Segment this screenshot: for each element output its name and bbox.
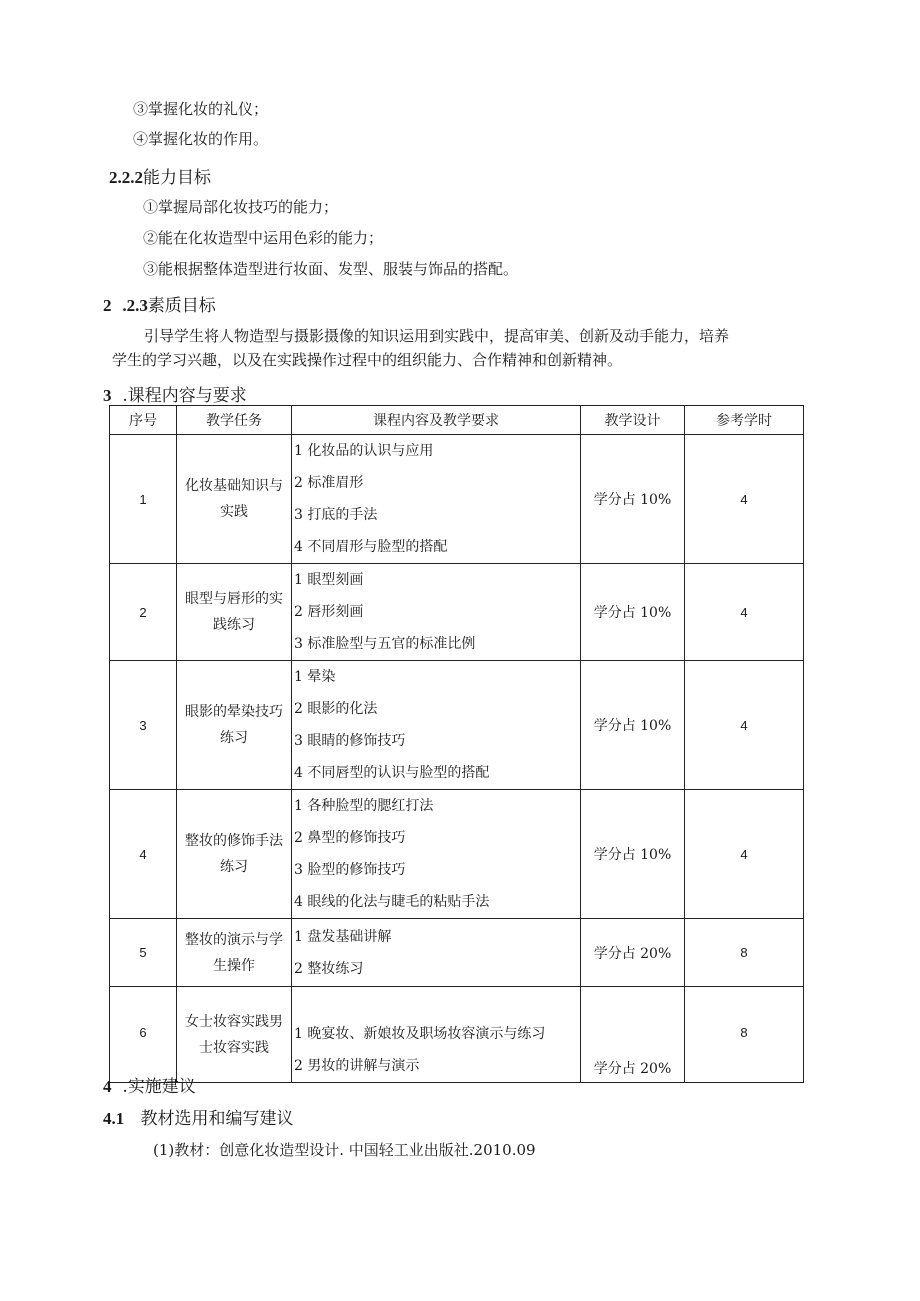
task-line: 生操作 (213, 957, 255, 974)
section-number-b: .2.3 (122, 296, 148, 315)
content-item: 2 眼影的化法 (294, 701, 378, 717)
task-line: 眼型与唇形的实 (185, 591, 283, 607)
content-item: 1 各种脸型的腮红打法 (294, 798, 434, 814)
textbook-item: (1)教材：创意化妆造型设计. 中国轻工业出版社.2010.09 (153, 1141, 536, 1159)
content-item: 1 晚宴妆、新娘妆及职场妆容演示与练习 (294, 1026, 546, 1042)
quality-paragraph-line-2: 学生的学习兴趣，以及在实践操作过程中的组织能力、合作精神和创新精神。 (112, 351, 623, 369)
row-design: 学分占 10% (581, 564, 685, 661)
row-num: 1 (110, 435, 177, 564)
table-row (110, 790, 804, 919)
section-title: .课程内容与要求 (122, 386, 247, 406)
section-number: 3 (103, 386, 112, 405)
row-hours: 4 (685, 661, 804, 790)
section-222-heading (109, 163, 211, 188)
ability-item-1: ①掌握局部化妆技巧的能力； (143, 198, 339, 216)
content-item: 3 脸型的修饰技巧 (294, 862, 406, 878)
content-item: 2 标准眉形 (294, 475, 364, 491)
table-row (110, 661, 804, 790)
row-content (292, 790, 581, 919)
section-number: 2.2.2 (109, 168, 143, 187)
row-content (292, 661, 581, 790)
content-item: 2 唇形刻画 (294, 604, 364, 620)
task-line: 践练习 (213, 617, 255, 633)
ability-item-3: ③能根据整体造型进行妆面、发型、服装与饰品的搭配。 (143, 260, 519, 278)
section-4-heading (103, 1072, 196, 1097)
task-line: 练习 (220, 730, 248, 746)
content-item: 2 鼻型的修饰技巧 (294, 830, 406, 846)
section-title: 能力目标 (143, 168, 211, 188)
intro-item-3: ③掌握化妆的礼仪； (133, 100, 269, 118)
section-title: 素质目标 (147, 296, 216, 316)
header-hours: 参考学时 (685, 406, 804, 435)
header-num: 序号 (110, 406, 177, 435)
ability-item-2: ②能在化妆造型中运用色彩的能力； (143, 229, 384, 247)
content-item: 3 打底的手法 (294, 507, 378, 523)
row-content (292, 919, 581, 987)
row-design: 学分占 20% (581, 919, 685, 987)
row-design: 学分占 10% (581, 661, 685, 790)
row-task (177, 790, 292, 919)
table-row (110, 435, 804, 564)
content-item: 1 晕染 (294, 669, 336, 685)
table-row (110, 564, 804, 661)
content-item: 4 不同眉形与脸型的搭配 (294, 539, 448, 555)
task-line: 化妆基础知识与 (185, 478, 283, 494)
row-content (292, 564, 581, 661)
task-line: 整妆的修饰手法 (185, 833, 283, 849)
content-item: 4 眼线的化法与睫毛的粘贴手法 (294, 894, 490, 910)
row-hours: 8 (685, 987, 804, 1083)
section-title: 教材选用和编写建议 (140, 1109, 294, 1129)
row-task (177, 435, 292, 564)
row-content (292, 435, 581, 564)
row-hours: 4 (685, 790, 804, 919)
content-item: 4 不同唇型的认识与脸型的搭配 (294, 765, 490, 781)
quality-paragraph-line-1: 引导学生将人物造型与摄影摄像的知识运用到实践中，提高审美、创新及动手能力，培养 (144, 327, 730, 345)
section-number: 4 (103, 1077, 112, 1096)
content-item: 3 眼睛的修饰技巧 (294, 733, 406, 749)
row-num: 5 (110, 919, 177, 987)
row-hours: 4 (685, 435, 804, 564)
row-hours: 4 (685, 564, 804, 661)
row-task (177, 919, 292, 987)
task-line: 实践 (220, 504, 248, 520)
task-line: 练习 (220, 859, 248, 875)
row-num: 2 (110, 564, 177, 661)
section-number-a: 2 (103, 296, 112, 315)
content-item: 3 标准脸型与五官的标准比例 (294, 636, 476, 652)
section-223-heading (103, 291, 216, 316)
intro-item-4: ④掌握化妆的作用。 (133, 130, 269, 148)
row-task (177, 661, 292, 790)
content-item: 1 盘发基础讲解 (294, 928, 392, 945)
row-design: 学分占 10% (581, 435, 685, 564)
row-num: 4 (110, 790, 177, 919)
section-number: 4.1 (103, 1109, 125, 1128)
content-item: 2 男妆的讲解与演示 (294, 1058, 420, 1074)
table-row (110, 987, 804, 1083)
table-row (110, 919, 804, 987)
section-title: .实施建议 (122, 1077, 196, 1097)
row-content (292, 987, 581, 1083)
course-table (109, 405, 804, 1083)
row-task (177, 564, 292, 661)
row-task (177, 987, 292, 1083)
row-num: 3 (110, 661, 177, 790)
section-3-heading (103, 381, 247, 406)
task-line: 整妆的演示与学 (185, 931, 283, 948)
header-design: 教学设计 (581, 406, 685, 435)
task-line: 女士妆容实践男 (185, 1014, 283, 1030)
header-content: 课程内容及教学要求 (292, 406, 581, 435)
row-num: 6 (110, 987, 177, 1083)
content-item: 2 整妆练习 (294, 960, 364, 977)
row-design: 学分占 10% (581, 790, 685, 919)
header-task: 教学任务 (177, 406, 292, 435)
section-41-heading (103, 1104, 293, 1129)
content-item: 1 眼型刻画 (294, 572, 364, 588)
row-hours: 8 (685, 919, 804, 987)
row-design: 学分占 20% (581, 987, 685, 1083)
content-item: 1 化妆品的认识与应用 (294, 443, 434, 459)
table-header-row (110, 406, 804, 435)
task-line: 眼影的晕染技巧 (185, 704, 283, 720)
task-line: 士妆容实践 (199, 1040, 269, 1056)
